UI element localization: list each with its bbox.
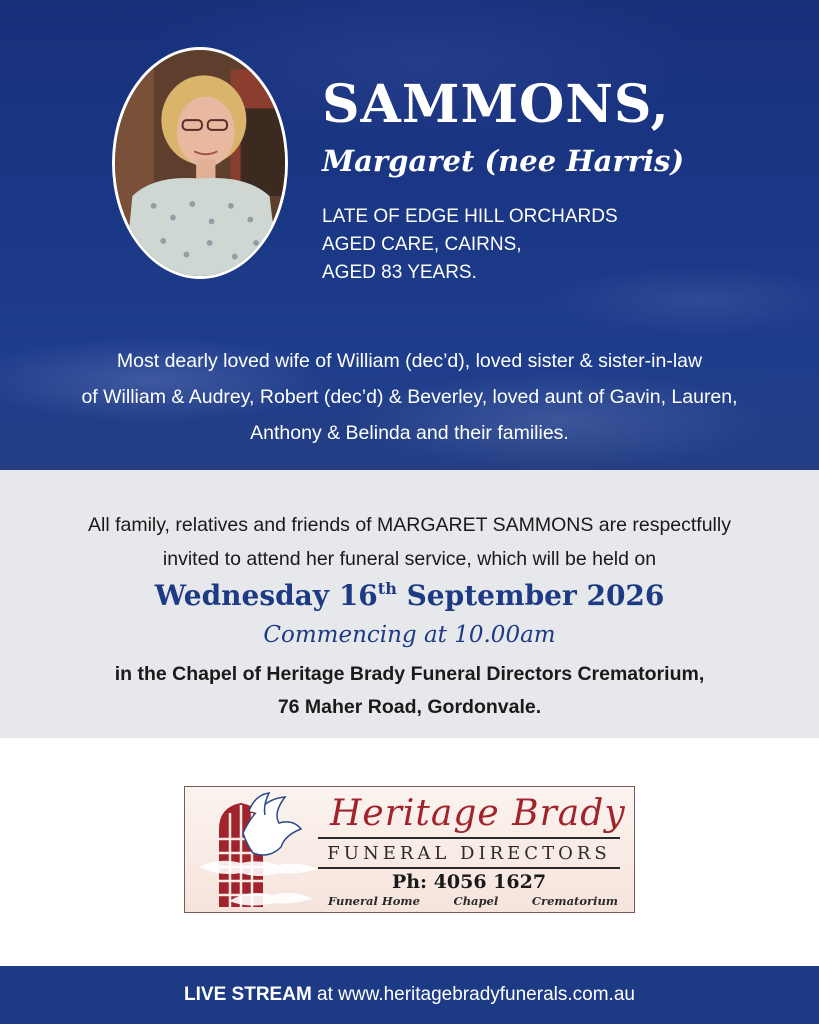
- logo-services: [328, 894, 618, 908]
- service-date-suffix: th: [377, 579, 397, 598]
- service-time: Commencing at 10.00am: [263, 622, 556, 648]
- service-details: [0, 470, 819, 738]
- service-date-day: Wednesday 16: [154, 579, 378, 612]
- invite-line: invited to attend her funeral service, which will be held on: [162, 548, 657, 570]
- tribute-line: of William & Audrey, Robert (dec’d) & Beverley, loved aunt of Gavin, Lauren,: [81, 386, 738, 408]
- logo-phone: Ph: 4056 1627: [391, 871, 547, 893]
- venue-line: 76 Maher Road, Gordonvale.: [277, 696, 542, 718]
- chapel-dove-icon: [189, 789, 323, 911]
- service-date-rest: September 2026: [396, 579, 665, 612]
- late-of-line: AGED 83 YEARS.: [322, 262, 477, 283]
- hero-banner: [0, 0, 819, 470]
- livestream-link[interactable]: at www.heritagebradyfunerals.com.au: [311, 984, 635, 1005]
- tribute-line: Anthony & Belinda and their families.: [250, 422, 569, 444]
- service-venue: [0, 658, 819, 724]
- late-of-line: LATE OF EDGE HILL ORCHARDS: [322, 206, 618, 227]
- livestream-footer[interactable]: [0, 966, 819, 1024]
- tribute-line: Most dearly loved wife of William (dec’d), loved sister & sister-in-law: [116, 350, 703, 372]
- portrait-photo: [112, 47, 288, 279]
- family-tribute: [20, 343, 799, 451]
- logo-brand-name: Heritage Brady: [330, 793, 626, 834]
- deceased-surname: SAMMONS,: [322, 74, 670, 135]
- logo-divider-bottom: [318, 867, 620, 869]
- livestream-label: LIVE STREAM: [184, 984, 312, 1005]
- venue-line: in the Chapel of Heritage Brady Funeral Directors Crematorium,: [114, 663, 705, 685]
- logo-subtitle: FUNERAL DIRECTORS: [327, 843, 611, 864]
- invitation-text: [0, 508, 819, 576]
- service-date: [0, 579, 819, 612]
- logo-tag: Chapel: [453, 894, 499, 908]
- late-of-details: [322, 203, 618, 287]
- logo-tag: Crematorium: [531, 894, 618, 908]
- logo-divider-top: [318, 837, 620, 839]
- deceased-given-name: Margaret (nee Harris): [322, 144, 685, 178]
- logo-tag: Funeral Home: [328, 894, 420, 908]
- late-of-line: AGED CARE, CAIRNS,: [322, 234, 522, 255]
- invite-line: All family, relatives and friends of MARGARET SAMMONS are respectfully: [88, 514, 731, 536]
- funeral-director-logo: [184, 786, 635, 913]
- portrait-illustration: [115, 50, 285, 276]
